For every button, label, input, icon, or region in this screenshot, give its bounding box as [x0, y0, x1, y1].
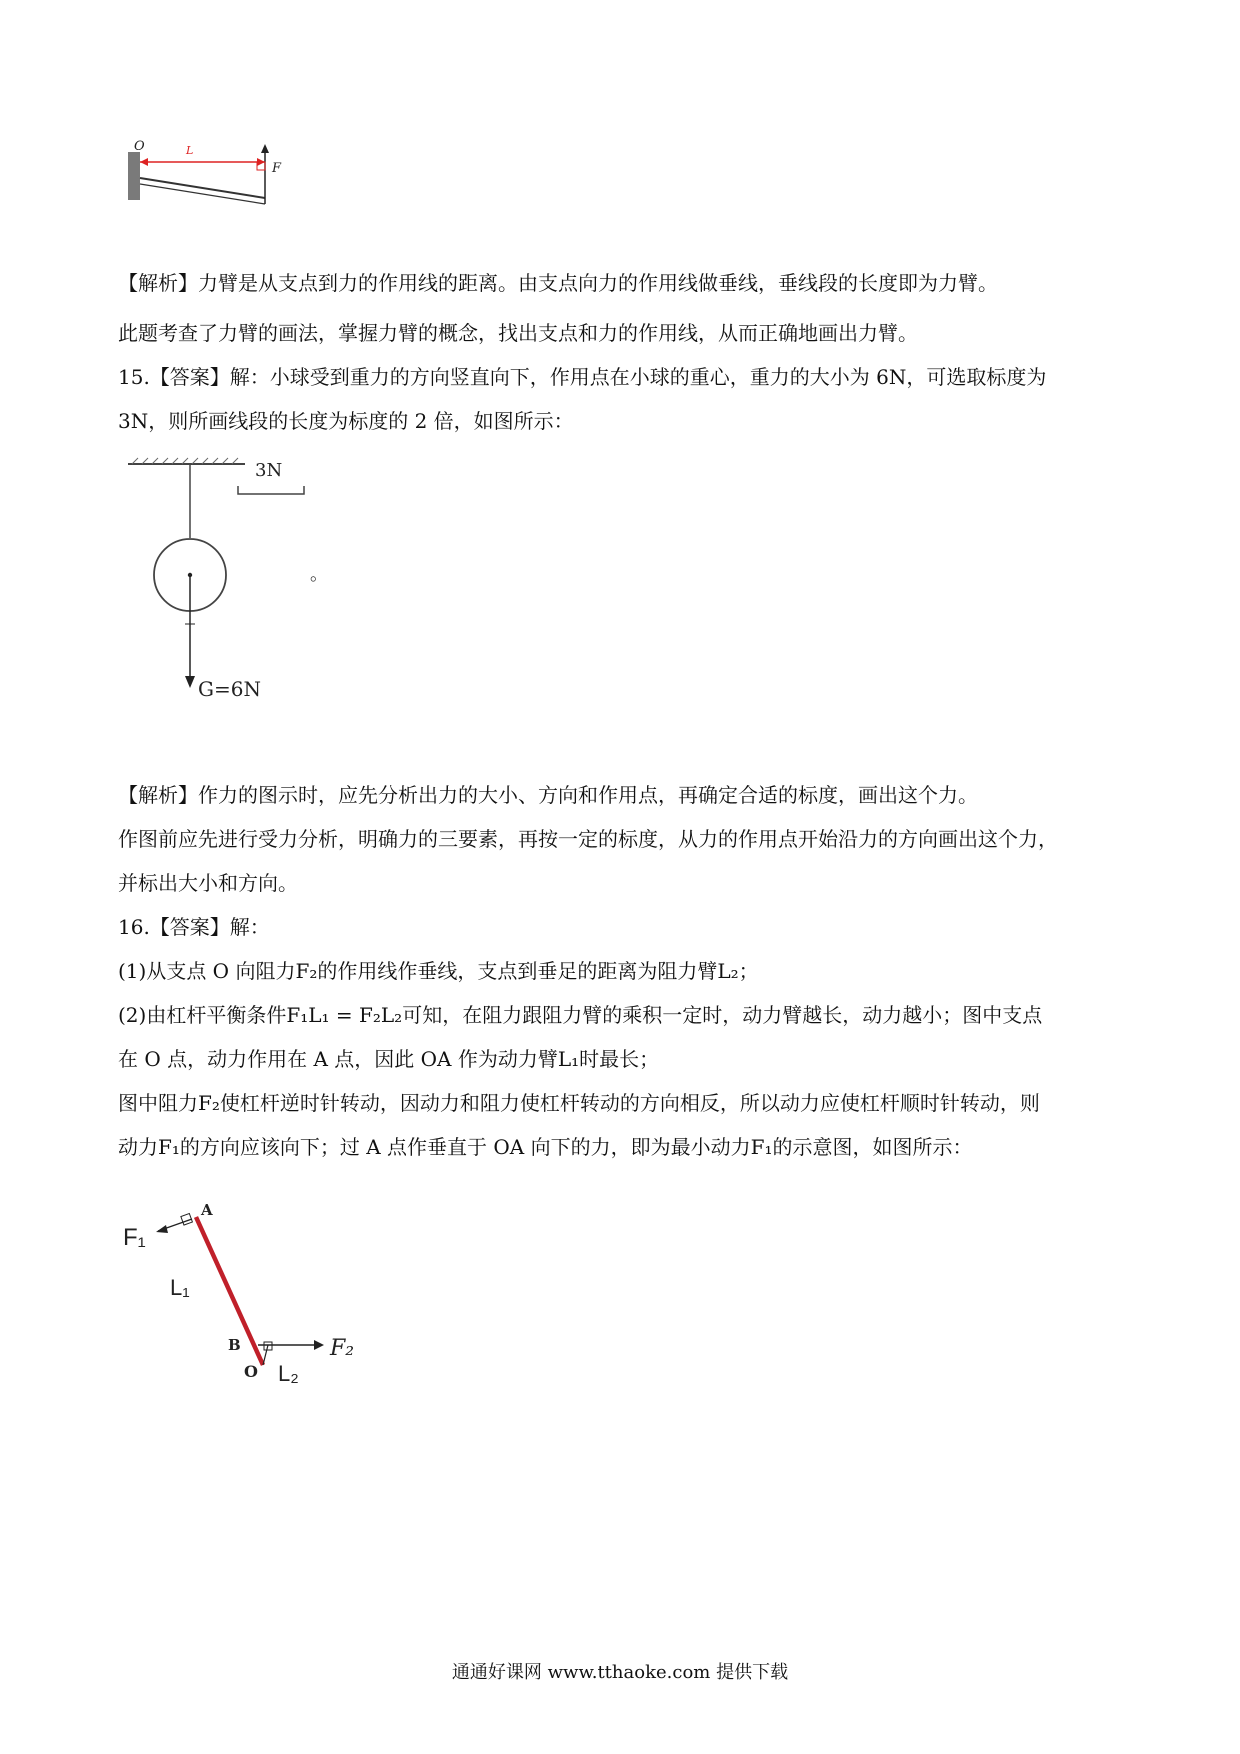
- gravity-arrowhead: [185, 676, 195, 688]
- answer-15-line-1: 15.【答案】解：小球受到重力的方向竖直向下，作用点在小球的重心，重力的大小为 6N，可选取标度为: [118, 365, 1047, 389]
- scale-bracket: [238, 486, 304, 494]
- label-f2: F₂: [330, 1336, 355, 1361]
- answer-16-line-1: 16.【答案】解：: [118, 915, 270, 939]
- analysis-14-line-2: 此题考查了力臂的画法，掌握力臂的概念，找出支点和力的作用线，从而正确地画出力臂。: [118, 321, 918, 345]
- label-o: O: [244, 1362, 258, 1381]
- answer-16-line-5: 图中阻力F₂使杠杆逆时针转动，因动力和阻力使杠杆转动的方向相反，所以动力应使杠杆顺时针转动，则: [118, 1091, 1040, 1115]
- analysis-15-line-2: 作图前应先进行受力分析，明确力的三要素，再按一定的标度，从力的作用点开始沿力的方向画出这个力，: [118, 827, 1058, 851]
- analysis-14-line-1: 【解析】力臂是从支点到力的作用线的距离。由支点向力的作用线做垂线，垂线段的长度即为力臂。: [118, 271, 998, 295]
- analysis-15-line-3: 并标出大小和方向。: [118, 871, 298, 895]
- label-f1: F₁: [123, 1224, 146, 1251]
- lever-arm-figure: [120, 140, 320, 230]
- force-arrowhead: [261, 144, 269, 153]
- force-f2-arrowhead: [314, 1340, 324, 1350]
- label-l1: L₁: [170, 1275, 190, 1300]
- label-o: O: [134, 140, 145, 154]
- hanging-ball-figure: [120, 450, 380, 720]
- answer-16-line-2: (1)从支点 O 向阻力F₂的作用线作垂线，支点到垂足的距离为阻力臂L₂；: [118, 959, 759, 983]
- label-l2: L₂: [278, 1361, 299, 1386]
- lever-oa-figure: [118, 1195, 388, 1390]
- force-f1-arrowhead: [156, 1225, 168, 1233]
- label-l: L: [186, 144, 194, 157]
- answer-16-line-4: 在 O 点，动力作用在 A 点，因此 OA 作为动力臂L₁时最长；: [118, 1047, 660, 1071]
- gravity-label: G=6N: [198, 677, 261, 701]
- answer-15-line-2: 3N，则所画线段的长度为标度的 2 倍，如图所示：: [118, 409, 574, 433]
- label-f: F: [272, 161, 282, 176]
- lever-bar-top: [140, 178, 265, 198]
- answer-16-line-6: 动力F₁的方向应该向下；过 A 点作垂直于 OA 向下的力，即为最小动力F₁的示意图，如图所示：: [118, 1135, 973, 1159]
- arm-arrow-left: [140, 158, 148, 166]
- label-a: A: [201, 1201, 213, 1219]
- analysis-15-line-1: 【解析】作力的图示时，应先分析出力的大小、方向和作用点，再确定合适的标度，画出这个力。: [118, 783, 978, 807]
- label-b: B: [228, 1336, 241, 1354]
- wall-support: [128, 152, 140, 200]
- scale-label: 3N: [255, 460, 283, 481]
- footer: 通通好课网 www.tthaoke.com 提供下载: [451, 1662, 789, 1683]
- answer-16-line-3: (2)由杠杆平衡条件F₁L₁ = F₂L₂可知，在阻力跟阻力臂的乘积一定时，动力臂越长，动力越小；图中支点: [118, 1003, 1043, 1027]
- trailing-period: 。: [310, 564, 328, 585]
